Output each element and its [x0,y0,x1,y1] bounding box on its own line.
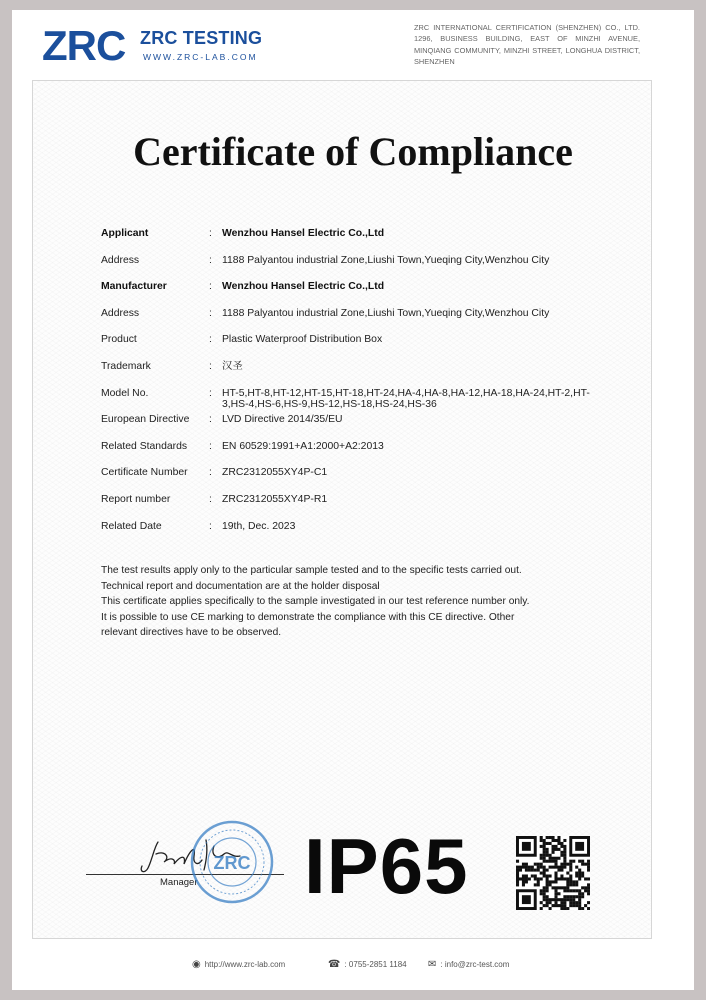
field-row [101,521,601,548]
field-value: 19th, Dec. 2023 [222,520,296,532]
globe-icon: ◉ [192,959,201,970]
manager-label: Manager [160,877,198,888]
field-colon: : [209,467,212,479]
field-value: LVD Directive 2014/35/EU [222,414,343,426]
field-row [101,441,601,468]
logo-url: WWW.ZRC-LAB.COM [143,52,258,62]
field-label: Certificate Number [101,467,188,479]
zrc-logo [42,24,272,76]
footer-website[interactable]: http://www.zrc-lab.com [204,960,286,969]
field-row [101,388,601,415]
field-colon: : [209,334,212,346]
field-colon: : [209,414,212,426]
field-label: Trademark [101,360,151,372]
logo-mark: ZRC [42,22,126,69]
field-label: Related Standards [101,440,188,452]
field-label: European Directive [101,414,190,426]
field-row [101,467,601,494]
field-colon: : [209,307,212,319]
field-row [101,494,601,521]
field-value: 1188 Palyantou industrial Zone,Liushi Town,Yueqing City,Wenzhou City [222,307,550,319]
field-colon: : [209,254,212,266]
field-label: Address [101,307,140,319]
field-label: Manufacturer [101,281,167,293]
field-label: Report number [101,493,171,505]
field-value: Wenzhou Hansel Electric Co.,Ltd [222,281,385,293]
seal-text: ZRC [213,853,251,873]
footer-phone: : 0755-2851 1184 [344,960,407,969]
zrc-seal [190,820,274,904]
certificate-title: Certificate of Compliance [133,129,573,174]
field-row [101,334,601,361]
note-line: This certificate applies specifically to the sample investigated in our test reference number only. [101,596,530,607]
field-value: ZRC2312055XY4P-R1 [222,493,328,505]
field-label: Related Date [101,520,162,532]
field-label: Applicant [101,228,149,239]
field-label: Address [101,254,140,266]
field-colon: : [209,281,212,293]
company-address: ZRC INTERNATIONAL CERTIFICATION (SHENZHEN) CO., LTD. 1296, BUSINESS BUILDING, EAST OF MINZHI AVENUE, MINQIANG COMMUNITY, MINZHI STREET, LONGHUA DISTRICT, SHENZHEN [414,23,640,66]
field-row [101,361,601,388]
field-label: Model No. [101,387,149,399]
phone-icon: ☎ [328,959,341,970]
field-colon: : [209,493,212,505]
note-line: It is possible to use CE marking to demonstrate the compliance with this CE directive. Other [101,611,515,623]
footer-email[interactable]: : info@zrc-test.com [440,960,510,969]
field-value: Plastic Waterproof Distribution Box [222,334,383,346]
qr-code [516,836,590,910]
field-row [101,281,601,308]
mail-icon: ✉ [428,959,437,970]
field-row [101,228,601,255]
ip65-mark: IP65 [304,822,469,910]
field-colon: : [209,360,212,372]
field-colon: : [209,440,212,452]
note-line: Technical report and documentation are at the holder disposal [101,580,380,592]
field-label: Product [101,334,137,346]
note-line: relevant directives have to be observed. [101,627,282,638]
field-value: EN 60529:1991+A1:2000+A2:2013 [222,440,384,452]
field-colon: : [209,520,212,532]
note-line: The test results apply only to the particular sample tested and to the specific tests carried out. [101,565,522,576]
field-colon: : [209,228,212,239]
field-value: 汉圣 [222,360,243,372]
field-value: Wenzhou Hansel Electric Co.,Ltd [222,228,385,239]
field-value: ZRC2312055XY4P-C1 [222,467,328,479]
field-row [101,414,601,441]
field-value: HT-5,HT-8,HT-12,HT-15,HT-18,HT-24,HA-4,HA-8,HA-12,HA-18,HA-24,HT-2,HT-3,HS-4,HS-6,HS-9,HS-12,HS-18,HS-24,HS-36 [222,387,590,410]
logo-name: ZRC TESTING [140,28,263,48]
certificate-fields [101,228,601,547]
certificate-notes [101,563,571,641]
field-colon: : [209,387,212,399]
field-row [101,255,601,282]
field-value: 1188 Palyantou industrial Zone,Liushi Town,Yueqing City,Wenzhou City [222,254,550,266]
field-row [101,308,601,335]
